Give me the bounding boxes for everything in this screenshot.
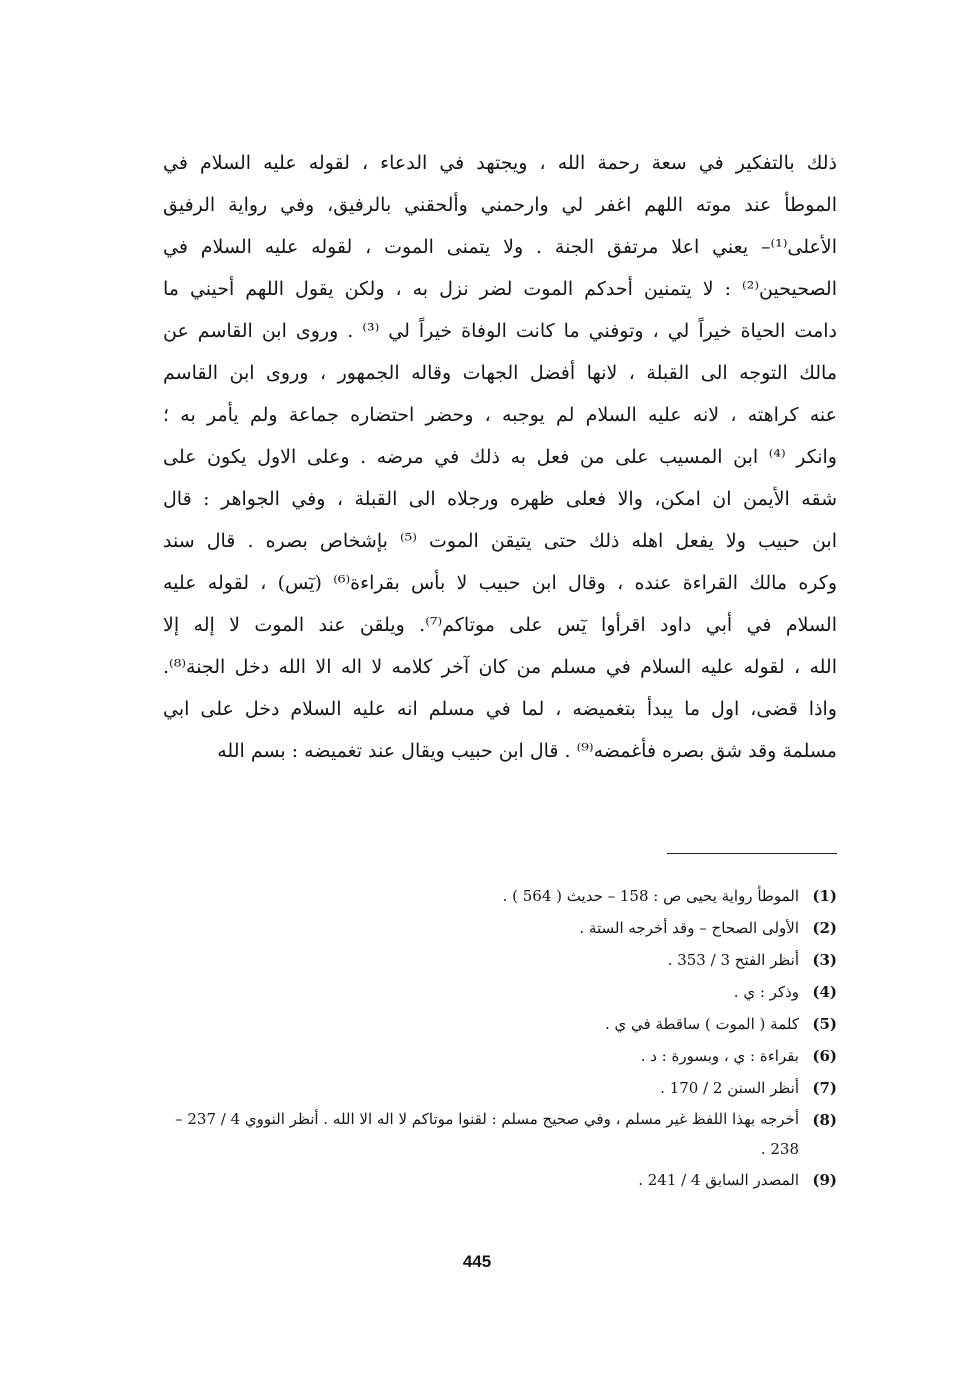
footnote-number: (5) [812, 1015, 837, 1033]
footnotes [163, 880, 837, 1196]
text-line: مسلمة وقد شق بصره فأغمضه⁽⁹⁾ . قال ابن حبيب ويقال عند تغميضه : بسم الله [217, 740, 837, 762]
footnote-text: الأولى الصحاح – وقد أخرجه الستة . [579, 919, 799, 937]
text-line: دامت الحياة خيراً لي ، وتوفني ما كانت الوفاة خيراً لي ⁽³⁾ . وروى ابن القاسم عن [163, 320, 837, 342]
footnote-text: وذكر : ي . [733, 983, 799, 1001]
page-number: 445 [462, 1252, 492, 1271]
footnote-text: أنظر السنن 2 / 170 . [660, 1079, 799, 1097]
footnote-item [163, 1040, 837, 1072]
footnote-item [163, 1008, 837, 1040]
text-line: السلام في أبي داود اقرأوا يٓس على موتاكم⁽⁷⁾. ويلقن عند الموت لا إله إلا [163, 614, 837, 636]
text-line: عنه كراهته ، لانه عليه السلام لم يوجبه ، وحضر احتضاره جماعة ولم يأمر به ؛ [163, 404, 837, 426]
footnote-text: بقراءة : ي ، وبسورة : د . [640, 1047, 799, 1065]
footnote-separator [667, 853, 837, 854]
text-line: واذا قضى، اول ما يبدأ بتغميضه ، لما في مسلم انه عليه السلام دخل على ابي [163, 698, 837, 720]
footnote-text: أخرجه بهذا اللفظ غير مسلم ، وفي صحيح مسلم : لقنوا موتاكم لا اله الا الله . أنظر النووي 4 / 237 – 238 . [175, 1110, 799, 1158]
footnote-item [163, 944, 837, 976]
text-line: وانكر ⁽⁴⁾ ابن المسيب على من فعل به ذلك في مرضه . وعلى الاول يكون على [163, 446, 837, 468]
footnote-number: (7) [812, 1079, 837, 1097]
footnote-number: (3) [812, 951, 837, 969]
footnote-number: (8) [812, 1111, 837, 1129]
footnote-number: (1) [812, 887, 837, 905]
footnote-number: (9) [812, 1171, 837, 1189]
footnote-text: الموطأ رواية يحيى ص : 158 – حديث ( 564 ) . [502, 887, 799, 905]
footnote-item [163, 1104, 837, 1164]
text-line: ذلك بالتفكير في سعة رحمة الله ، ويجتهد في الدعاء ، لقوله عليه السلام في [163, 152, 837, 174]
footnote-text: المصدر السابق 4 / 241 . [638, 1171, 799, 1189]
text-line: الأعلى⁽¹⁾– يعني اعلا مرتفق الجنة . ولا يتمنى الموت ، لقوله عليه السلام في [163, 236, 837, 258]
footnote-item [163, 912, 837, 944]
text-line: الموطأ عند موته اللهم اغفر لي وارحمني وألحقني بالرفيق، وفي رواية الرفيق [163, 194, 837, 216]
footnote-item [163, 880, 837, 912]
text-line: الصحيحين⁽²⁾ : لا يتمنين أحدكم الموت لضر نزل به ، ولكن يقول اللهم أحيني ما [163, 278, 837, 300]
footnote-number: (4) [812, 983, 837, 1001]
footnote-text: كلمة ( الموت ) ساقطة في ي . [604, 1015, 799, 1033]
text-line: مالك التوجه الى القبلة ، لانها أفضل الجهات وقاله الجمهور ، وروى ابن القاسم [163, 362, 837, 384]
main-text [163, 142, 837, 772]
footnote-text: أنظر الفتح 3 / 353 . [667, 951, 799, 969]
text-line: وكره مالك القراءة عنده ، وقال ابن حبيب لا بأس بقراءة⁽⁶⁾ (يٓس) ، لقوله عليه [163, 572, 837, 594]
footnote-number: (2) [812, 919, 837, 937]
text-line: الله ، لقوله عليه السلام في مسلم من كان آخر كلامه لا اله الا الله دخل الجنة⁽⁸⁾. [163, 656, 837, 678]
footnote-item [163, 1164, 837, 1196]
footnote-item [163, 1072, 837, 1104]
footnote-item [163, 976, 837, 1008]
text-line: شقه الأيمن ان امكن، والا فعلى ظهره ورجلاه الى القبلة ، وفي الجواهر : قال [163, 488, 837, 510]
text-line: ابن حبيب ولا يفعل اهله ذلك حتى يتيقن الموت ⁽⁵⁾ بإشخاص بصره . قال سند [163, 530, 837, 552]
footnote-number: (6) [812, 1047, 837, 1065]
